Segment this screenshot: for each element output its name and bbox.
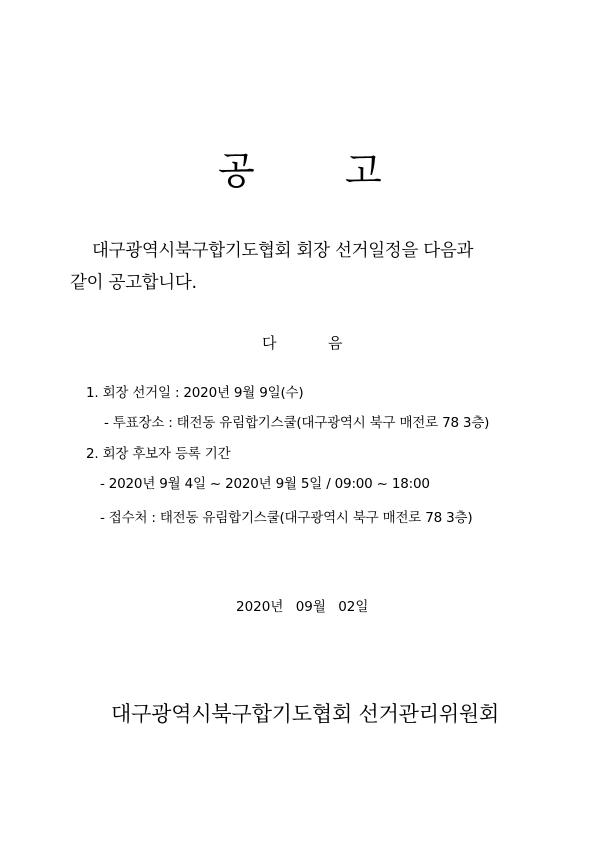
title-char-left: 공 — [218, 149, 255, 193]
intro-line-1: 대구광역시북구합기도협회 회장 선거일정을 다음과 — [92, 241, 474, 261]
item-election-date: 1. 회장 선거일 : 2020년 9월 9일(수) — [86, 385, 304, 401]
item-voting-place: - 투표장소 : 태전동 유림합기스쿨(대구광역시 북구 매전로 78 3층) — [104, 415, 490, 431]
item-registration-dates: - 2020년 9월 4일 ~ 2020년 9월 5일 / 09:00 ~ 18:00 — [100, 476, 430, 492]
item-registration-period: 2. 회장 후보자 등록 기간 — [86, 446, 231, 462]
item-reception-place: - 접수처 : 태전동 유림합기스쿨(대구광역시 북구 매전로 78 3층) — [100, 510, 473, 526]
issuing-organization: 대구광역시북구합기도협회 선거관리위원회 — [111, 702, 500, 726]
section-heading-right: 음 — [328, 334, 343, 352]
section-heading-left: 다 — [262, 334, 277, 352]
notice-date: 2020년 09월 02일 — [236, 599, 369, 615]
title-char-right: 고 — [345, 149, 382, 193]
intro-line-2: 같이 공고합니다. — [70, 273, 197, 293]
